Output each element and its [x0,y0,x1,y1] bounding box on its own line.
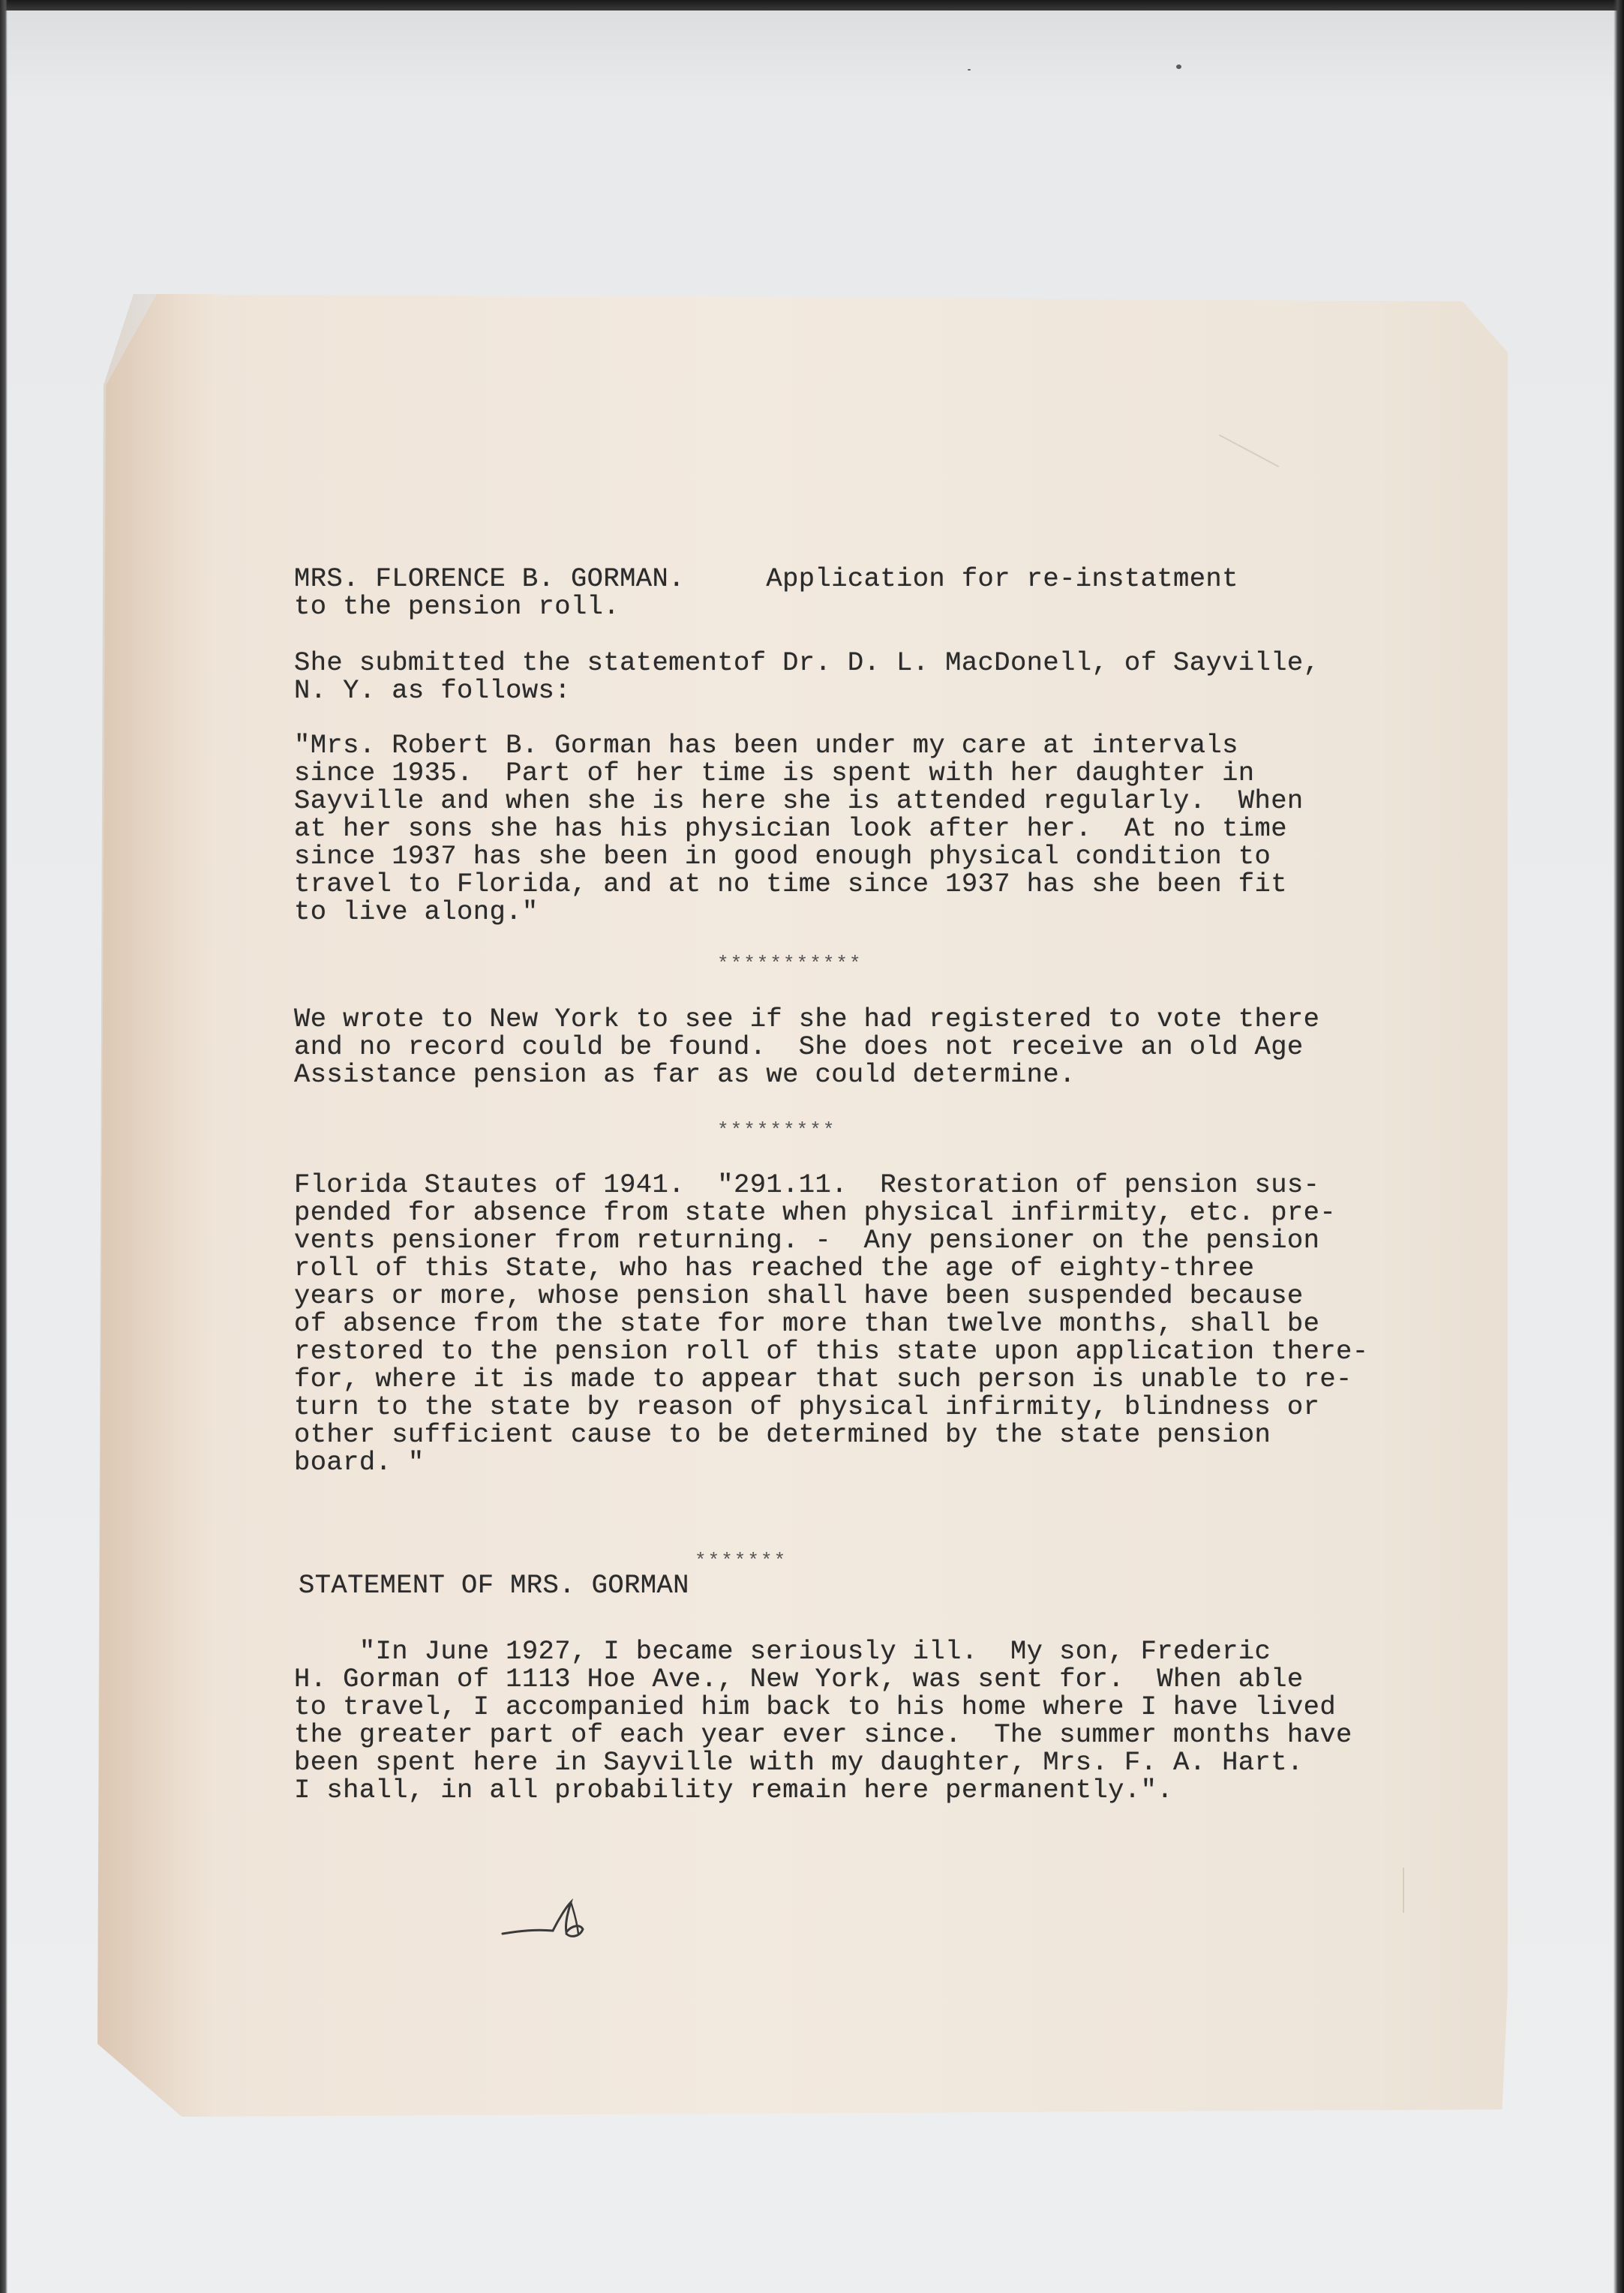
statute-line: for, where it is made to appear that such person is unable to re- [294,1364,1352,1394]
intro-line: N. Y. as follows: [294,675,571,706]
statement-heading: STATEMENT OF MRS. GORMAN [299,1570,689,1601]
scanner-edge-top [0,0,1624,11]
asterisk-separator: ********* [717,1119,836,1142]
doctor-statement-line: Sayville and when she is here she is attended regularly. When [294,785,1304,816]
dust-speck [1176,65,1181,69]
doctor-statement-line: to live along." [294,896,539,927]
statute-line: roll of this State, who has reached the age of eighty-three [294,1253,1255,1283]
statute-line: Florida Stautes of 1941. "291.11. Restoration of pension sus- [294,1169,1320,1200]
voting-record-line: and no record could be found. She does not receive an old Age [294,1031,1304,1062]
statement-line: "In June 1927, I became seriously ill. My son, Frederic [294,1636,1271,1667]
doctor-statement-line: travel to Florida, and at no time since 1937 has she been fit [294,869,1287,899]
statute-line: vents pensioner from returning. - Any pensioner on the pension [294,1225,1320,1256]
doctor-statement-line: "Mrs. Robert B. Gorman has been under my care at intervals [294,730,1238,761]
statement-line: H. Gorman of 1113 Hoe Ave., New York, was sent for. When able [294,1664,1304,1694]
statement-line: the greater part of each year ever since. The summer months have [294,1719,1352,1750]
doctor-statement-line: at her sons she has his physician look after her. At no time [294,813,1287,844]
statute-line: other sufficient cause to be determined by the state pension [294,1419,1271,1450]
intro-line: She submitted the statementof Dr. D. L. MacDonell, of Sayville, [294,647,1320,678]
statute-line: of absence from the state for more than twelve months, shall be [294,1308,1320,1339]
voting-record-line: We wrote to New York to see if she had registered to vote there [294,1004,1320,1034]
asterisk-separator: *********** [717,953,863,975]
scanner-edge-right [1613,0,1624,2293]
scanner-edge-left [0,0,8,2293]
statement-line: I shall, in all probability remain here permanently.". [294,1775,1173,1805]
voting-record-line: Assistance pension as far as we could determine. [294,1059,1076,1090]
statement-line: to travel, I accompanied him back to his home where I have lived [294,1691,1337,1722]
document-heading-continued: to the pension roll. [294,591,620,622]
document-heading: MRS. FLORENCE B. GORMAN. Application for re-instatment [294,563,1238,594]
paper-crease [1403,1868,1404,1913]
dust-speck [968,69,971,71]
doctor-statement-line: since 1935. Part of her time is spent with her daughter in [294,758,1255,788]
statute-line: restored to the pension roll of this state upon application there- [294,1336,1369,1367]
doctor-statement-line: since 1937 has she been in good enough physical condition to [294,841,1271,872]
handwritten-initials [499,1896,619,1949]
statute-line: board. " [294,1447,425,1478]
statute-line: years or more, whose pension shall have been suspended because [294,1280,1304,1311]
statement-line: been spent here in Sayville with my daughter, Mrs. F. A. Hart. [294,1747,1304,1778]
paper-stain [98,294,218,2117]
statute-line: turn to the state by reason of physical infirmity, blindness or [294,1391,1320,1422]
statute-line: pended for absence from state when physical infirmity, etc. pre- [294,1197,1337,1228]
asterisk-separator: ******* [695,1550,788,1572]
